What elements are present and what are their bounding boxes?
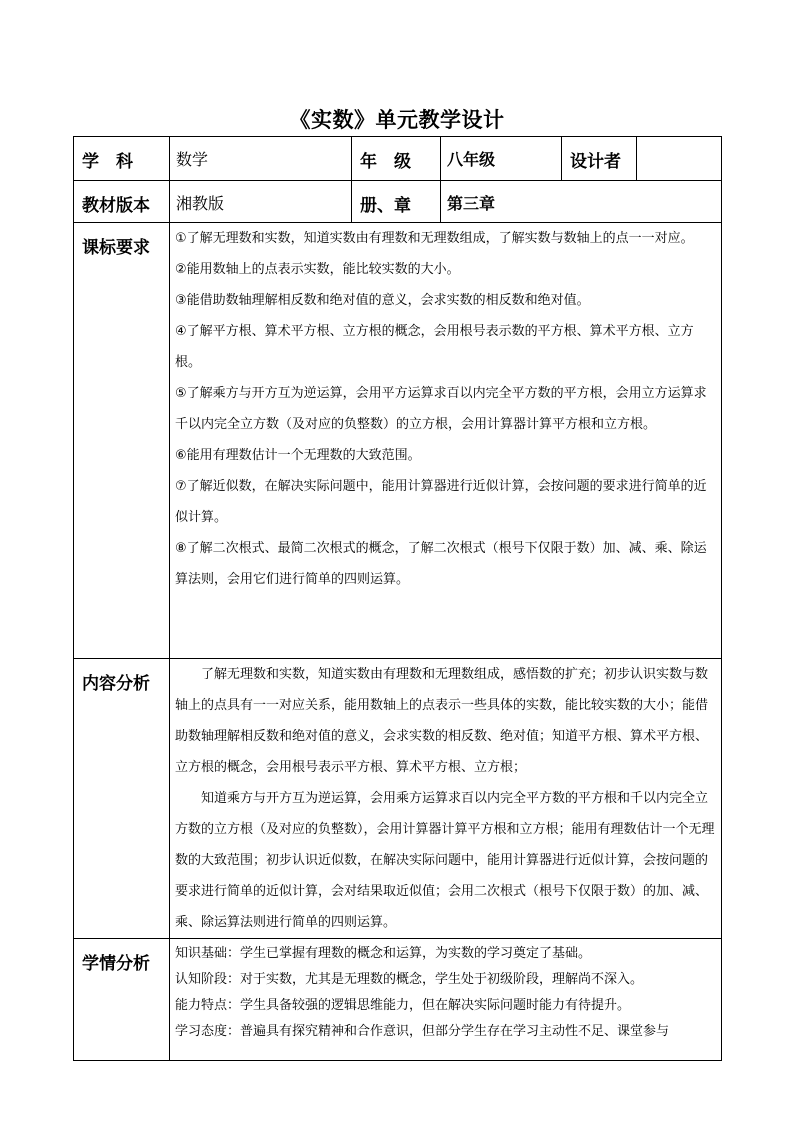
designer-label: 设计者 bbox=[562, 137, 637, 181]
edition-value: 湘教版 bbox=[170, 181, 352, 223]
standards-item: ⑥能用有理数估计一个无理数的大致范围。 bbox=[175, 448, 421, 463]
student-analysis-line: 能力特点：学生具备较强的逻辑思维能力，但在解决实际问题时能力有待提升。 bbox=[175, 998, 631, 1013]
chapter-value: 第三章 bbox=[441, 181, 722, 223]
content-analysis-label: 内容分析 bbox=[74, 659, 170, 939]
designer-value bbox=[637, 137, 722, 181]
student-analysis-row bbox=[74, 939, 722, 1061]
standards-item: ⑧了解二次根式、最简二次根式的概念，了解二次根式（根号下仅限于数）加、减、乘、除运算法则，会用它们进行简单的四则运算。 bbox=[175, 541, 707, 587]
student-analysis-line: 知识基础：学生已掌握有理数的概念和运算，为实数的学习奠定了基础。 bbox=[175, 946, 592, 961]
standards-item: ④了解平方根、算术平方根、立方根的概念，会用根号表示数的平方根、算术平方根、立方根。 bbox=[175, 324, 694, 370]
lesson-design-table bbox=[73, 136, 722, 1061]
standards-item: ⑤了解乘方与开方互为逆运算，会用平方运算求百以内完全平方数的平方根，会用立方运算求千以内完全立方数（及对应的负整数）的立方根，会用计算器计算平方根和立方根。 bbox=[175, 386, 707, 432]
page-title: 《实数》单元教学设计 bbox=[289, 108, 505, 132]
subject-value: 数学 bbox=[170, 137, 352, 181]
subject-label: 学 科 bbox=[74, 137, 170, 181]
standards-content bbox=[170, 223, 722, 659]
standards-row bbox=[74, 223, 722, 659]
grade-value: 八年级 bbox=[441, 137, 562, 181]
student-analysis-line: 学习态度：普遍具有探究精神和合作意识，但部分学生存在学习主动性不足、课堂参与 bbox=[175, 1024, 670, 1039]
student-analysis-content bbox=[170, 939, 722, 1061]
content-analysis-paragraph: 知道乘方与开方互为逆运算，会用乘方运算求百以内完全平方数的平方根和千以内完全立方数的立方根（及对应的负整数），会用计算器计算平方根和立方根；能用有理数估计一个无理数的大致范围；初步认识近似数，在解决实际问题中，能用计算器进行近似计算，会按问题的要求进行简单的近似计算，会对结果取近似值；会用二次根式（根号下仅限于数）的加、减、乘、除运算法则进行简单的四则运算。 bbox=[175, 791, 715, 930]
standards-item: ⑦了解近似数，在解决实际问题中，能用计算器进行近似计算，会按问题的要求进行简单的近似计算。 bbox=[175, 479, 707, 525]
student-analysis-label: 学情分析 bbox=[74, 939, 170, 1061]
standards-item: ③能借助数轴理解相反数和绝对值的意义，会求实数的相反数和绝对值。 bbox=[175, 293, 590, 308]
standards-item: ②能用数轴上的点表示实数，能比较实数的大小。 bbox=[175, 262, 460, 277]
grade-label: 年 级 bbox=[352, 137, 441, 181]
standards-label: 课标要求 bbox=[74, 223, 170, 659]
content-analysis-content bbox=[170, 659, 722, 939]
content-analysis-paragraph: 了解无理数和实数，知道实数由有理数和无理数组成，感悟数的扩充；初步认识实数与数轴上的点具有一一对应关系，能用数轴上的点表示一些具体的实数，能比较实数的大小；能借助数轴理解相反数和绝对值的意义，会求实数的相反数、绝对值；知道平方根、算术平方根、立方根的概念，会用根号表示平方根、算术平方根、立方根； bbox=[175, 667, 709, 775]
content-analysis-row bbox=[74, 659, 722, 939]
header-row-edition bbox=[74, 181, 722, 223]
chapter-label: 册、章 bbox=[352, 181, 441, 223]
standards-item: ①了解无理数和实数，知道实数由有理数和无理数组成，了解实数与数轴上的点一一对应。 bbox=[175, 231, 694, 246]
header-row-subject bbox=[74, 137, 722, 181]
edition-label: 教材版本 bbox=[74, 181, 170, 223]
student-analysis-line: 认知阶段：对于实数，尤其是无理数的概念，学生处于初级阶段，理解尚不深入。 bbox=[175, 972, 644, 987]
